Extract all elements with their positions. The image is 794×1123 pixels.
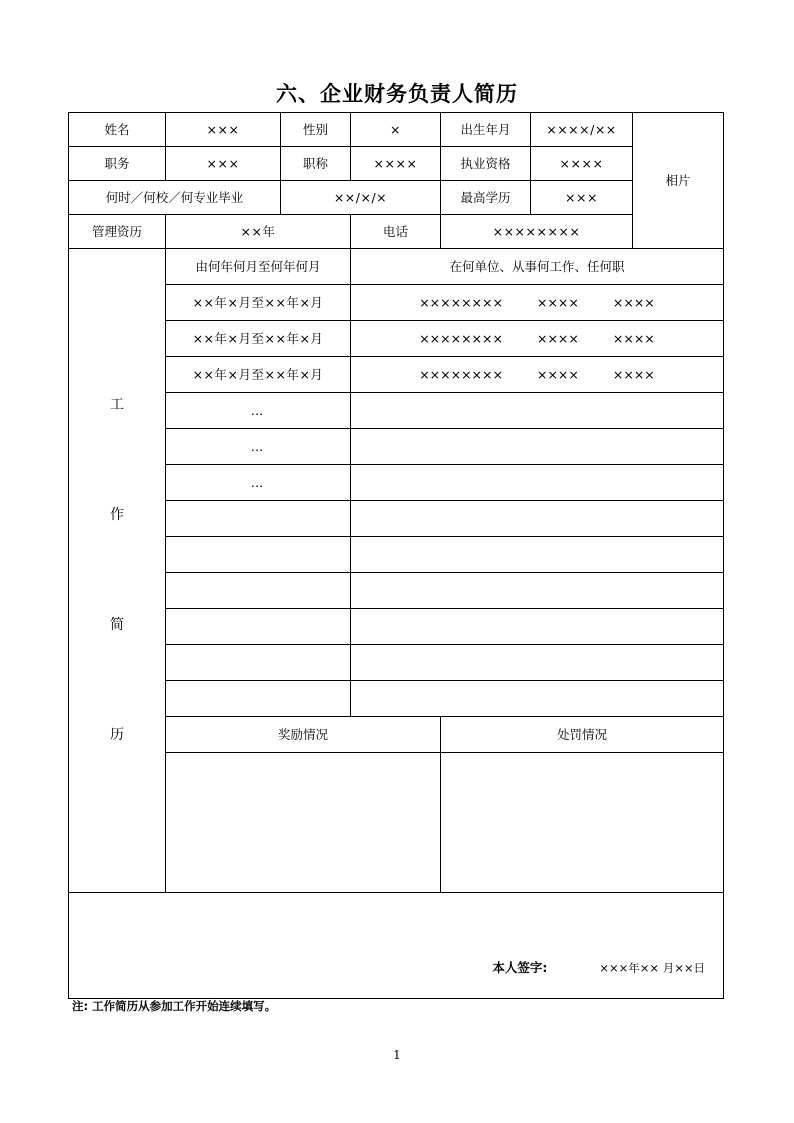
management-label: 管理资历 xyxy=(69,215,166,249)
table-row-education xyxy=(69,181,724,215)
table-row-work-header xyxy=(69,249,724,285)
table-row-position xyxy=(69,147,724,181)
work-detail[interactable] xyxy=(351,357,724,393)
work-detail[interactable] xyxy=(351,285,724,321)
work-detail[interactable] xyxy=(351,321,724,357)
work-period-header: 由何年何月至何年何月 xyxy=(166,249,351,285)
work-period[interactable] xyxy=(166,501,351,537)
signature-date[interactable]: ×××年×× 月××日 xyxy=(599,961,705,976)
work-period[interactable]: … xyxy=(166,429,351,465)
work-detail[interactable] xyxy=(351,429,724,465)
table-row xyxy=(69,465,724,501)
table-row xyxy=(69,609,724,645)
table-row xyxy=(69,573,724,609)
table-row-records-header xyxy=(69,717,724,753)
work-period[interactable] xyxy=(166,537,351,573)
work-period[interactable] xyxy=(166,609,351,645)
photo-cell[interactable]: 相片 xyxy=(633,113,724,249)
work-detail[interactable] xyxy=(351,645,724,681)
title-value[interactable]: ×××× xyxy=(351,147,441,181)
name-value[interactable]: ××× xyxy=(166,113,281,147)
vertical-label-char-1: 作 xyxy=(110,507,124,524)
work-org: ×××××××× xyxy=(419,331,503,346)
penalty-label: 处罚情况 xyxy=(441,717,724,753)
work-period[interactable]: … xyxy=(166,465,351,501)
qualification-value[interactable]: ×××× xyxy=(531,147,633,181)
page-title: 六、企业财务负责人简历 xyxy=(276,82,518,106)
work-detail[interactable] xyxy=(351,681,724,717)
work-period[interactable] xyxy=(166,573,351,609)
table-row-management xyxy=(69,215,724,249)
work-period[interactable] xyxy=(166,645,351,681)
table-row xyxy=(69,357,724,393)
award-value[interactable] xyxy=(166,753,441,893)
qualification-label: 执业资格 xyxy=(441,147,531,181)
name-label: 姓名 xyxy=(69,113,166,147)
birth-value[interactable]: ××××/×× xyxy=(531,113,633,147)
work-detail[interactable] xyxy=(351,609,724,645)
work-period[interactable]: ××年×月至××年×月 xyxy=(166,357,351,393)
work-post: ×××× xyxy=(612,295,655,310)
page-number: 1 xyxy=(393,1048,401,1062)
work-period[interactable]: … xyxy=(166,393,351,429)
work-detail[interactable] xyxy=(351,465,724,501)
table-row xyxy=(69,645,724,681)
table-row-name xyxy=(69,113,724,147)
work-detail[interactable] xyxy=(351,393,724,429)
work-detail[interactable] xyxy=(351,573,724,609)
vertical-label-char-2: 简 xyxy=(110,617,124,634)
work-post: ×××× xyxy=(612,367,655,382)
work-history-vertical-label xyxy=(69,249,166,893)
resume-form-table xyxy=(68,112,724,999)
footnote: 注: 工作简历从参加工作开始连续填写。 xyxy=(72,999,277,1013)
degree-value[interactable]: ××× xyxy=(531,181,633,215)
work-org: ×××××××× xyxy=(419,367,503,382)
table-row xyxy=(69,501,724,537)
table-row xyxy=(69,537,724,573)
phone-value[interactable]: ×××××××× xyxy=(441,215,633,249)
signature-cell[interactable] xyxy=(69,893,724,999)
work-job: ×××× xyxy=(536,295,579,310)
penalty-value[interactable] xyxy=(441,753,724,893)
work-detail[interactable] xyxy=(351,501,724,537)
signature-label: 本人签字: xyxy=(492,960,548,976)
work-period[interactable]: ××年×月至××年×月 xyxy=(166,285,351,321)
management-value[interactable]: ××年 xyxy=(166,215,351,249)
education-value[interactable]: ××/×/× xyxy=(281,181,441,215)
work-detail[interactable] xyxy=(351,537,724,573)
vertical-label-char-3: 历 xyxy=(110,727,124,744)
work-job: ×××× xyxy=(536,331,579,346)
phone-label: 电话 xyxy=(351,215,441,249)
work-job: ×××× xyxy=(536,367,579,382)
vertical-label-char-0: 工 xyxy=(110,397,124,414)
work-period[interactable]: ××年×月至××年×月 xyxy=(166,321,351,357)
gender-value[interactable]: × xyxy=(351,113,441,147)
table-row-signature xyxy=(69,893,724,999)
post-value[interactable]: ××× xyxy=(166,147,281,181)
degree-label: 最高学历 xyxy=(441,181,531,215)
table-row xyxy=(69,285,724,321)
work-post: ×××× xyxy=(612,331,655,346)
table-row xyxy=(69,429,724,465)
education-label: 何时／何校／何专业毕业 xyxy=(69,181,281,215)
table-row-records-body xyxy=(69,753,724,893)
post-label: 职务 xyxy=(69,147,166,181)
birth-label: 出生年月 xyxy=(441,113,531,147)
work-detail-header: 在何单位、从事何工作、任何职 xyxy=(351,249,724,285)
work-period[interactable] xyxy=(166,681,351,717)
title-label: 职称 xyxy=(281,147,351,181)
award-label: 奖励情况 xyxy=(166,717,441,753)
work-org: ×××××××× xyxy=(419,295,503,310)
table-row xyxy=(69,321,724,357)
table-row xyxy=(69,681,724,717)
table-row xyxy=(69,393,724,429)
gender-label: 性别 xyxy=(281,113,351,147)
